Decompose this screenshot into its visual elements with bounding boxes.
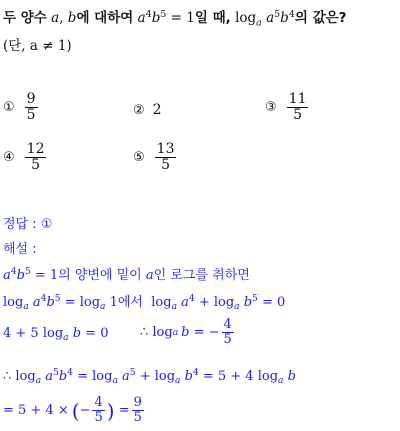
- question-condition: (단, a ≠ 1): [3, 38, 72, 54]
- choice-5[interactable]: ⑤ $\frac{13}{5}$: [133, 141, 175, 174]
- explanation-step-3: 4 + 5 $\log_a b = 0$: [3, 326, 109, 344]
- question-text: 두 양수 a, b에 대하여 $a^4b^5 = 1$일 때, $\log_a a^5b^4$의 값은?: [3, 8, 347, 29]
- choice-2[interactable]: ② 2: [133, 102, 162, 118]
- explanation-label: 해설 :: [3, 242, 37, 257]
- explanation-step-4: ∴ $\log_a a^5b^4 = \log_a a^5 + \log_a b^4 = 5 + 4$ $\log_a b$: [3, 368, 296, 387]
- choice-3[interactable]: ③ $\frac{11}{5}$: [265, 91, 307, 124]
- explanation-step-3-result: ∴ log a b = − $\frac{4}{5}$: [140, 317, 232, 348]
- explanation-step-1: $a^4b^5 = 1$의 양변에 밑이 a인 로그를 취하면: [3, 267, 250, 283]
- choice-1[interactable]: ① $\frac{9}{5}$: [3, 91, 36, 124]
- explanation-step-5: = 5 + 4 × ( − $\frac{4}{5}$ ) = $\frac{9}{5}$: [3, 395, 142, 426]
- choice-4[interactable]: ④ $\frac{12}{5}$: [3, 141, 45, 174]
- answer-label: 정답 : ①: [3, 217, 53, 232]
- explanation-step-2: $\log_a a^4b^5 = \log_a 1$에서 $\log_a a^4 + \log_a b^5 = 0$: [3, 294, 286, 313]
